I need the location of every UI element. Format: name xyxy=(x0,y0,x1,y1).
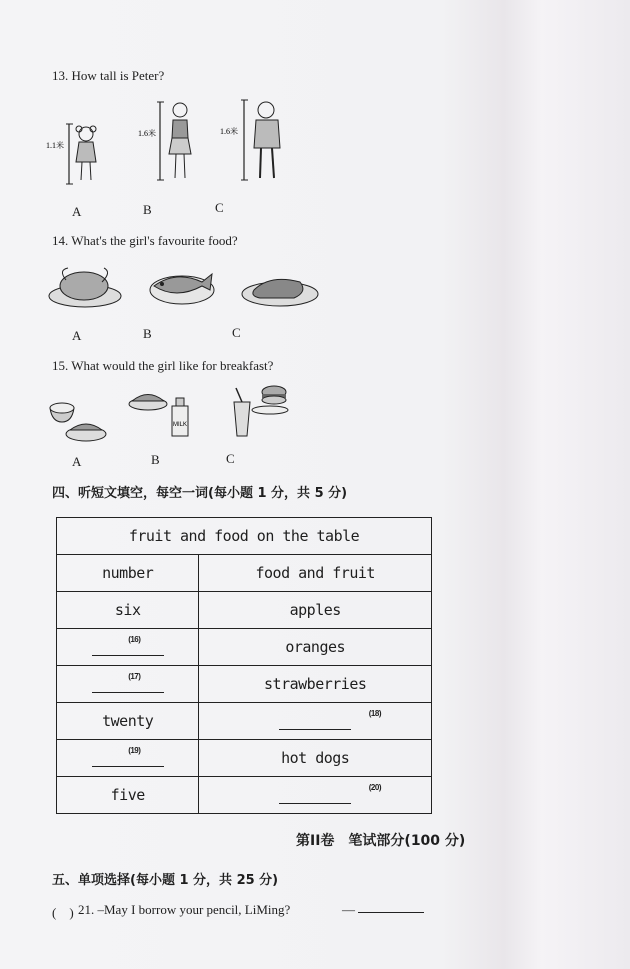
q21-paren[interactable]: ( ) xyxy=(52,905,74,920)
blank-number-18: (18) xyxy=(368,709,381,718)
question-21: 21. –May I borrow your pencil, LiMing? xyxy=(78,902,291,917)
q21-answer-dash: — xyxy=(342,902,355,917)
table-row xyxy=(57,777,432,814)
listening-fill-table xyxy=(56,517,432,814)
question-13: 13. How tall is Peter? xyxy=(52,68,165,83)
question-14: 14. What's the girl's favourite food? xyxy=(52,233,238,248)
cell-number-blank[interactable] xyxy=(57,629,199,666)
cell-item: apples xyxy=(199,592,432,629)
q14-option-b-label[interactable]: B xyxy=(143,326,152,341)
q14-fish-plate-image xyxy=(146,262,216,308)
q15-rice-and-bread-image xyxy=(46,396,108,444)
cell-item: hot dogs xyxy=(199,740,432,777)
q13-option-a-label[interactable]: A xyxy=(72,204,82,219)
q13-option-c-label[interactable]: C xyxy=(215,200,224,215)
cell-number: six xyxy=(57,592,199,629)
cell-item: strawberries xyxy=(199,666,432,703)
blank-number-16: (16) xyxy=(128,635,141,644)
cell-number: twenty xyxy=(57,703,199,740)
q15-drink-and-burger-image xyxy=(228,378,294,440)
blank-number-19: (19) xyxy=(128,746,141,755)
cell-item-blank[interactable] xyxy=(199,703,432,740)
part-2-title: 第II卷 笔试部分(100 分) xyxy=(296,833,466,849)
q13-option-a-girl-image xyxy=(46,118,106,188)
table-row xyxy=(57,666,432,703)
q14-steak-plate-image xyxy=(240,270,320,308)
q14-option-c-label[interactable]: C xyxy=(232,325,241,340)
svg-text:1.6米: 1.6米 xyxy=(220,127,238,136)
table-row xyxy=(57,629,432,666)
milk-bottle-label: MILK xyxy=(173,422,188,428)
q15-option-a-label[interactable]: A xyxy=(72,454,82,469)
q15-option-b-label[interactable]: B xyxy=(151,452,160,467)
table-title: fruit and food on the table xyxy=(57,518,432,555)
q13-option-b-girl-image xyxy=(138,98,198,188)
question-15: 15. What would the girl like for breakfast? xyxy=(52,358,274,373)
blank-number-17: (17) xyxy=(128,672,141,681)
cell-number-blank[interactable] xyxy=(57,740,199,777)
table-row xyxy=(57,592,432,629)
blank-number-20: (20) xyxy=(368,783,381,792)
height-label-a: 1.1米 xyxy=(46,141,64,150)
col-header-number: number xyxy=(57,555,199,592)
q14-roast-chicken-image xyxy=(46,262,124,310)
q15-option-c-label[interactable]: C xyxy=(226,451,235,466)
section-5-heading: 五、单项选择(每小题 1 分，共 25 分) xyxy=(52,873,279,888)
section-4-heading: 四、听短文填空，每空一词(每小题 1 分，共 5 分) xyxy=(52,486,348,501)
q13-option-b-label[interactable]: B xyxy=(143,202,152,217)
cell-item: oranges xyxy=(199,629,432,666)
cell-item-blank[interactable] xyxy=(199,777,432,814)
cell-number: five xyxy=(57,777,199,814)
svg-text:1.6米: 1.6米 xyxy=(138,129,156,138)
table-row xyxy=(57,703,432,740)
col-header-food: food and fruit xyxy=(199,555,432,592)
q21-answer-blank[interactable] xyxy=(358,912,424,913)
q14-option-a-label[interactable]: A xyxy=(72,328,82,343)
cell-number-blank[interactable] xyxy=(57,666,199,703)
q15-bread-and-milk-image xyxy=(128,386,194,440)
table-row xyxy=(57,740,432,777)
q13-option-c-boy-image xyxy=(220,96,290,188)
